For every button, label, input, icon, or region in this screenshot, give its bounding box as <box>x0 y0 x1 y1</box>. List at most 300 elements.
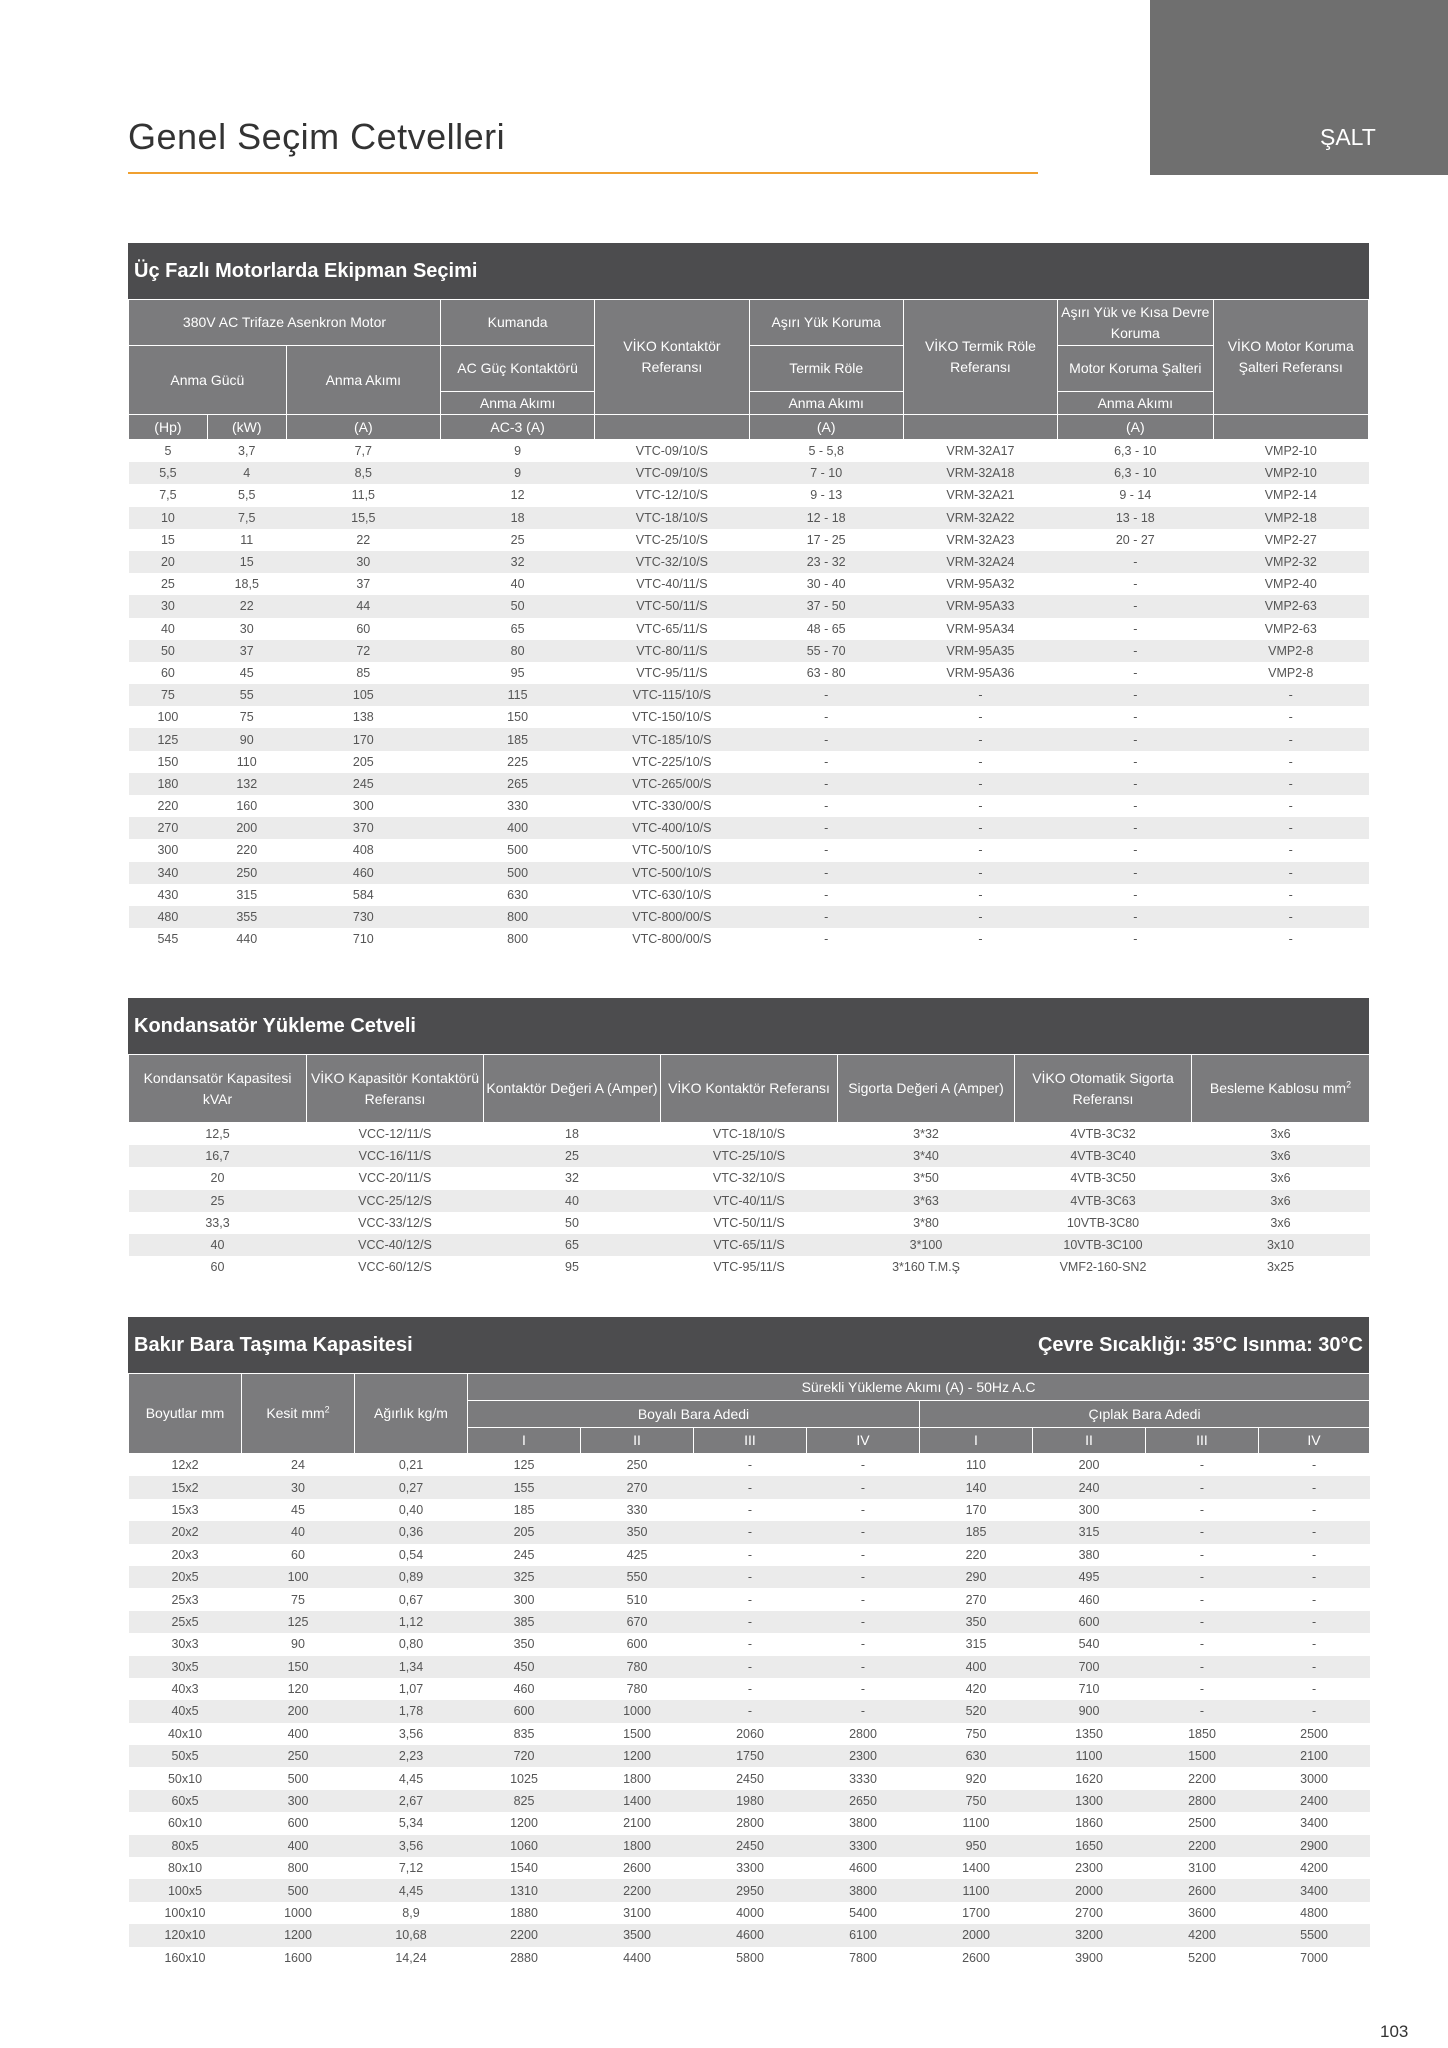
table-cell: VCC-16/11/S <box>307 1145 484 1167</box>
table-cell: 3*100 <box>838 1234 1015 1256</box>
table-cell: 125 <box>242 1611 355 1633</box>
table-cell: 10,68 <box>355 1924 468 1946</box>
table-cell: 780 <box>626 1682 648 1697</box>
table-cell: 370 <box>286 817 440 839</box>
table-cell: VTC-225/10/S <box>632 754 712 769</box>
table-cell: - <box>978 799 983 814</box>
table-cell: VRM-95A33 <box>903 595 1057 617</box>
table-cell: 3*80 <box>913 1215 939 1230</box>
busbar-table-body <box>129 1454 1370 1969</box>
table-cell: 3*63 <box>838 1190 1015 1212</box>
table-cell: 40 <box>484 1190 661 1212</box>
table-cell: VMF2-160-SN2 <box>1059 1260 1147 1275</box>
table-cell: - <box>860 1458 866 1473</box>
table-cell: 9 - 13 <box>810 488 843 503</box>
table-cell: 600 <box>468 1700 581 1722</box>
table-cell: 2950 <box>694 1879 807 1901</box>
table-cell: 1300 <box>1033 1790 1146 1812</box>
table-cell: 270 <box>129 817 208 839</box>
table-cell: 80x10 <box>167 1861 203 1876</box>
table-row <box>129 595 1369 617</box>
header-sigorta-degeri: Sigorta Değeri A (Amper) <box>838 1055 1015 1123</box>
table-cell: 4VTB-3C32 <box>1070 1127 1136 1142</box>
table-cell: 8,5 <box>286 462 440 484</box>
table-row <box>129 1145 1370 1167</box>
table-cell: VTC-50/11/S <box>595 595 749 617</box>
table-cell: 245 <box>286 773 440 795</box>
motor-equipment-table <box>128 299 1369 950</box>
table-cell: 3x10 <box>1192 1234 1370 1256</box>
table-row <box>129 1476 1370 1498</box>
table-cell: 350 <box>581 1521 694 1543</box>
table-cell: - <box>1133 665 1138 680</box>
table-row <box>129 618 1369 640</box>
table-cell: 15 <box>160 532 175 547</box>
table-cell: 800 <box>507 932 529 947</box>
table-cell: 3x6 <box>1192 1190 1370 1212</box>
table-cell: 30x3 <box>171 1637 199 1652</box>
table-cell: 0,54 <box>398 1547 424 1562</box>
table-cell: - <box>1058 773 1213 795</box>
header-viko-kapasitor: VİKO Kapasitör Kontaktörü Referansı <box>307 1055 484 1123</box>
page-number: 103 <box>1380 2022 1409 2041</box>
table-cell: - <box>807 1566 920 1588</box>
table-cell: 120x10 <box>129 1924 242 1946</box>
table-cell: 4VTB-3C40 <box>1015 1145 1192 1167</box>
header-kesit <box>242 1374 355 1454</box>
table-cell: 120 <box>287 1682 309 1697</box>
table-cell: 2200 <box>468 1924 581 1946</box>
bara-table-title-text: Bakır Bara Taşıma Kapasitesi <box>134 1334 413 1356</box>
table-cell: 5 - 5,8 <box>808 444 844 459</box>
table-cell: 20 <box>129 551 208 573</box>
capacitor-table-body <box>129 1123 1370 1279</box>
table-cell: 2100 <box>623 1816 651 1831</box>
header-viko-kontaktor: VİKO Kontaktör Referansı <box>661 1055 838 1123</box>
table-cell: 75 <box>291 1592 305 1607</box>
header-motor-koruma: Motor Koruma Şalteri <box>1058 346 1213 392</box>
capacitor-loading-table <box>128 1054 1370 1278</box>
header-anma-akimi: Anma Akımı <box>286 346 440 415</box>
table-cell: 205 <box>468 1521 581 1543</box>
table-cell: - <box>1058 640 1213 662</box>
table-cell: - <box>749 906 903 928</box>
table-cell: VRM-32A17 <box>946 444 1015 459</box>
header-boyali-bara: Boyalı Bara Adedi <box>468 1401 920 1428</box>
table-cell: 1800 <box>581 1835 694 1857</box>
table-cell: 2,67 <box>355 1790 468 1812</box>
table-cell: 115 <box>440 684 594 706</box>
table-cell: 140 <box>920 1476 1033 1498</box>
table-cell: 2400 <box>1259 1790 1370 1812</box>
table-cell: - <box>1146 1521 1259 1543</box>
title-divider <box>128 172 1038 174</box>
table-cell: 3300 <box>807 1835 920 1857</box>
table-cell: 95 <box>510 665 525 680</box>
table-row <box>129 1902 1370 1924</box>
table-cell: - <box>747 1502 753 1517</box>
table-cell: 2450 <box>736 1771 764 1786</box>
table-cell: 3*40 <box>838 1145 1015 1167</box>
table-cell: 1000 <box>284 1906 312 1920</box>
table-cell: - <box>1146 1611 1259 1633</box>
table-cell: - <box>1199 1682 1205 1697</box>
table-cell: 510 <box>626 1592 648 1607</box>
table-cell: 700 <box>1033 1656 1146 1678</box>
table-cell: - <box>749 684 903 706</box>
table-row <box>129 728 1369 750</box>
table-cell: 3,56 <box>355 1835 468 1857</box>
table-cell: - <box>1133 577 1138 592</box>
table-cell: - <box>807 1476 920 1498</box>
table-cell: 2500 <box>1300 1726 1328 1741</box>
table-cell: 60 <box>356 621 371 636</box>
table-cell: 100 <box>242 1566 355 1588</box>
table-cell: 2060 <box>736 1726 764 1741</box>
table-cell: 500 <box>507 843 529 858</box>
header-asiri-yuk: Aşırı Yük Koruma <box>749 300 903 346</box>
table-cell: 11 <box>240 532 254 547</box>
table-cell: - <box>807 1611 920 1633</box>
table-cell: VTC-265/00/S <box>595 773 749 795</box>
table-cell: - <box>807 1521 920 1543</box>
table-cell: 32 <box>565 1171 579 1186</box>
table-cell: 15x3 <box>171 1502 199 1517</box>
table-cell: 290 <box>920 1566 1033 1588</box>
table-cell: 630 <box>507 887 529 902</box>
table-cell: - <box>903 728 1057 750</box>
table-cell: 3400 <box>1259 1879 1370 1901</box>
table-cell: 800 <box>440 906 594 928</box>
table-cell: - <box>1199 1637 1205 1652</box>
table-cell: 2600 <box>962 1950 990 1965</box>
table-cell: - <box>1288 932 1293 947</box>
table-cell: 800 <box>287 1861 309 1876</box>
table-cell: 425 <box>626 1547 648 1562</box>
table-cell: 720 <box>468 1745 581 1767</box>
table-cell: 22 <box>207 595 286 617</box>
table-cell: 1980 <box>694 1790 807 1812</box>
table-cell: 7,5 <box>207 507 286 529</box>
section-tab-label: ŞALT <box>1320 124 1376 150</box>
table-cell: - <box>903 773 1057 795</box>
table-cell: VTC-12/10/S <box>635 488 709 503</box>
header-ciplak-ii: II <box>1033 1428 1146 1454</box>
copper-busbar-table <box>128 1373 1370 1969</box>
table-cell: 40 <box>510 577 525 592</box>
table-cell: - <box>1259 1700 1370 1722</box>
table-cell: 265 <box>440 773 594 795</box>
table-cell: 75 <box>239 710 254 725</box>
table-cell: - <box>1058 862 1213 884</box>
table-cell: 500 <box>440 862 594 884</box>
table-cell: VTC-65/11/S <box>661 1234 838 1256</box>
table-cell: VTC-65/11/S <box>636 621 708 636</box>
table-cell: 4600 <box>694 1924 807 1946</box>
table-cell: VTC-32/10/S <box>595 551 749 573</box>
table-cell: - <box>1259 1566 1370 1588</box>
table-cell: 63 - 80 <box>806 665 846 680</box>
header-kontaktor-degeri: Kontaktör Değeri A (Amper) <box>484 1055 661 1123</box>
table-cell: 3x6 <box>1192 1145 1370 1167</box>
section-tab <box>1150 0 1448 175</box>
table-cell: - <box>1199 1458 1205 1473</box>
motor-table-title-text: Üç Fazlı Motorlarda Ekipman Seçimi <box>134 260 478 282</box>
table-cell: - <box>1259 1476 1370 1498</box>
table-cell: - <box>694 1476 807 1498</box>
table-cell: VMP2-8 <box>1213 640 1369 662</box>
table-cell: 50 <box>440 595 594 617</box>
table-cell: 200 <box>1078 1458 1100 1473</box>
table-cell: 138 <box>352 710 374 725</box>
table-cell: 24 <box>291 1458 305 1473</box>
table-cell: 220 <box>236 843 258 858</box>
table-cell: VRM-32A23 <box>946 532 1015 547</box>
table-cell: 15,5 <box>286 507 440 529</box>
table-cell: 1200 <box>581 1745 694 1767</box>
table-cell: 5 <box>164 444 172 459</box>
table-cell: 1200 <box>242 1924 355 1946</box>
table-cell: VTC-18/10/S <box>595 507 749 529</box>
table-cell: 3400 <box>1300 1816 1328 1831</box>
table-cell: 33,3 <box>205 1215 230 1230</box>
table-cell: 3300 <box>736 1861 764 1876</box>
table-cell: VCC-20/11/S <box>358 1171 432 1186</box>
table-cell: - <box>860 1682 866 1697</box>
table-row <box>129 1499 1370 1521</box>
table-row <box>129 440 1369 463</box>
table-cell: 3*160 T.M.Ş <box>892 1260 960 1275</box>
table-cell: 2100 <box>1259 1745 1370 1767</box>
table-cell: 350 <box>513 1637 535 1652</box>
table-cell: 5,5 <box>238 488 256 503</box>
table-cell: 12 <box>510 488 525 503</box>
table-cell: 44 <box>286 595 440 617</box>
unit-a-motor: (A) <box>1058 415 1213 440</box>
table-cell: 8,9 <box>402 1906 420 1920</box>
table-cell: - <box>1133 932 1138 947</box>
table-cell: 12 - 18 <box>749 507 903 529</box>
table-cell: - <box>903 862 1057 884</box>
table-row <box>129 573 1369 595</box>
table-cell: - <box>1259 1521 1370 1543</box>
table-cell: - <box>807 1700 920 1722</box>
besleme-kablosu-sup: 2 <box>1346 1079 1352 1090</box>
bara-table-title <box>128 1317 1369 1373</box>
table-cell: - <box>824 932 829 947</box>
table-cell: 0,89 <box>355 1566 468 1588</box>
table-cell: - <box>1311 1547 1317 1562</box>
table-cell: 2800 <box>736 1816 764 1831</box>
bara-table-note: Çevre Sıcaklığı: 35°C Isınma: 30°C <box>1037 1334 1363 1356</box>
header-motor: 380V AC Trifaze Asenkron Motor <box>129 300 441 346</box>
table-cell: 75 <box>129 684 208 706</box>
table-cell: 0,21 <box>398 1458 424 1473</box>
unit-blank <box>903 415 1057 440</box>
table-cell: 1620 <box>1075 1771 1103 1786</box>
table-cell: 315 <box>236 887 258 902</box>
table-cell: - <box>694 1521 807 1543</box>
table-cell: - <box>978 843 983 858</box>
unit-blank <box>1213 415 1369 440</box>
table-cell: 780 <box>581 1656 694 1678</box>
table-cell: 340 <box>129 862 208 884</box>
table-cell: 950 <box>920 1835 1033 1857</box>
table-cell: VTC-800/00/S <box>595 906 749 928</box>
table-cell: VMP2-63 <box>1213 595 1369 617</box>
table-cell: - <box>903 906 1057 928</box>
table-cell: VCC-12/11/S <box>358 1127 432 1142</box>
table-cell: 300 <box>352 799 374 814</box>
table-cell: 380 <box>1078 1547 1100 1562</box>
motor-table-title <box>128 243 1369 299</box>
table-cell: - <box>860 1592 866 1607</box>
table-cell: 80x5 <box>129 1835 242 1857</box>
table-cell: 545 <box>157 932 179 947</box>
table-cell: - <box>1288 887 1293 902</box>
table-cell: VMP2-27 <box>1264 532 1317 547</box>
table-cell: 40 <box>129 1234 307 1256</box>
table-cell: VRM-95A35 <box>903 640 1057 662</box>
table-cell: 7,5 <box>159 488 177 503</box>
table-cell: - <box>1213 817 1369 839</box>
table-cell: VMP2-10 <box>1264 444 1317 459</box>
table-cell: 15x2 <box>129 1476 242 1498</box>
table-cell: VTC-09/10/S <box>595 462 749 484</box>
table-row <box>129 1566 1370 1588</box>
table-cell: VTC-18/10/S <box>712 1127 786 1142</box>
table-row <box>129 1723 1370 1745</box>
table-row <box>129 906 1369 928</box>
table-cell: 5400 <box>849 1906 877 1920</box>
table-cell: 15 <box>207 551 286 573</box>
table-row <box>129 1790 1370 1812</box>
table-cell: - <box>1058 684 1213 706</box>
table-row <box>129 1167 1370 1189</box>
unit-a-termik: (A) <box>749 415 903 440</box>
table-cell: - <box>1133 887 1138 902</box>
table-cell: 6,3 - 10 <box>1058 462 1213 484</box>
table-cell: 25 <box>510 532 525 547</box>
table-cell: - <box>694 1611 807 1633</box>
table-cell: 750 <box>965 1726 987 1741</box>
table-row <box>129 817 1369 839</box>
table-cell: - <box>1133 621 1138 636</box>
table-cell: VTC-185/10/S <box>595 728 749 750</box>
table-cell: 37 - 50 <box>749 595 903 617</box>
table-cell: 1860 <box>1075 1816 1103 1831</box>
table-cell: 20 <box>210 1171 225 1186</box>
table-row <box>129 551 1369 573</box>
table-cell: 0,80 <box>398 1637 424 1652</box>
table-cell: - <box>749 773 903 795</box>
table-cell: - <box>1213 862 1369 884</box>
table-cell: VMP2-8 <box>1268 665 1314 680</box>
table-cell: 3x6 <box>1270 1127 1291 1142</box>
table-cell: VTC-95/11/S <box>636 665 708 680</box>
table-cell: VRM-32A24 <box>903 551 1057 573</box>
table-cell: 730 <box>286 906 440 928</box>
table-cell: - <box>747 1592 753 1607</box>
table-cell: 7,12 <box>398 1861 424 1876</box>
table-cell: 7000 <box>1300 1950 1328 1965</box>
table-cell: - <box>1133 799 1138 814</box>
table-cell: 3000 <box>1300 1771 1328 1786</box>
table-row <box>129 1857 1370 1879</box>
header-anma-gucu: Anma Gücü <box>129 346 287 415</box>
table-cell: 10 <box>129 507 208 529</box>
table-cell: 1500 <box>1146 1745 1259 1767</box>
unit-hp: (Hp) <box>129 415 208 440</box>
table-row <box>129 862 1369 884</box>
table-cell: - <box>1288 710 1293 725</box>
table-row <box>129 751 1369 773</box>
table-cell: 630 <box>920 1745 1033 1767</box>
table-cell: 105 <box>286 684 440 706</box>
table-cell: 2000 <box>920 1924 1033 1946</box>
table-cell: 60 <box>291 1547 305 1562</box>
table-cell: 3*32 <box>913 1127 939 1142</box>
header-viko-otomatik-sigorta: VİKO Otomatik Sigorta Referansı <box>1015 1055 1192 1123</box>
kesit-sup: 2 <box>324 1404 330 1415</box>
table-cell: 5800 <box>736 1950 764 1965</box>
table-cell: VTC-500/10/S <box>595 862 749 884</box>
table-cell: 95 <box>565 1260 579 1275</box>
header-asiri-kisa: Aşırı Yük ve Kısa Devre Koruma <box>1058 300 1213 346</box>
table-cell: - <box>978 887 983 902</box>
table-cell: 2800 <box>849 1726 877 1741</box>
table-cell: 37 <box>356 577 371 592</box>
table-row <box>129 773 1369 795</box>
table-cell: 125 <box>129 728 208 750</box>
table-cell: 2200 <box>1188 1771 1216 1786</box>
table-cell: 4400 <box>623 1950 651 1965</box>
table-cell: 500 <box>242 1879 355 1901</box>
table-cell: 4,45 <box>398 1771 424 1786</box>
table-cell: 25 <box>160 577 175 592</box>
table-cell: 20x2 <box>129 1521 242 1543</box>
table-cell: 7 - 10 <box>749 462 903 484</box>
table-cell: 100 <box>157 710 179 725</box>
table-cell: 5,34 <box>398 1816 424 1831</box>
table-cell: 40x3 <box>171 1682 199 1697</box>
header-ciplak-iii: III <box>1146 1428 1259 1454</box>
table-cell: 125 <box>513 1458 535 1473</box>
table-cell: - <box>747 1637 753 1652</box>
table-cell: 440 <box>236 932 258 947</box>
table-cell: - <box>1058 817 1213 839</box>
table-cell: 3x6 <box>1270 1215 1291 1230</box>
table-cell: VMP2-32 <box>1213 551 1369 573</box>
table-cell: 72 <box>286 640 440 662</box>
table-cell: 185 <box>920 1521 1033 1543</box>
table-cell: 50 <box>129 640 208 662</box>
table-row <box>129 1879 1370 1901</box>
table-cell: - <box>1146 1476 1259 1498</box>
table-cell: - <box>1213 773 1369 795</box>
table-cell: VRM-95A34 <box>946 621 1015 636</box>
table-cell: - <box>747 1458 753 1473</box>
unit-ac3: AC-3 (A) <box>440 415 594 440</box>
table-cell: - <box>1146 1566 1259 1588</box>
table-cell: 40 <box>242 1521 355 1543</box>
table-cell: 40x10 <box>167 1726 203 1741</box>
table-cell: 3500 <box>581 1924 694 1946</box>
table-cell: 670 <box>581 1611 694 1633</box>
table-cell: 20x5 <box>129 1566 242 1588</box>
header-boyali-i: I <box>468 1428 581 1454</box>
table-cell: - <box>1311 1502 1317 1517</box>
